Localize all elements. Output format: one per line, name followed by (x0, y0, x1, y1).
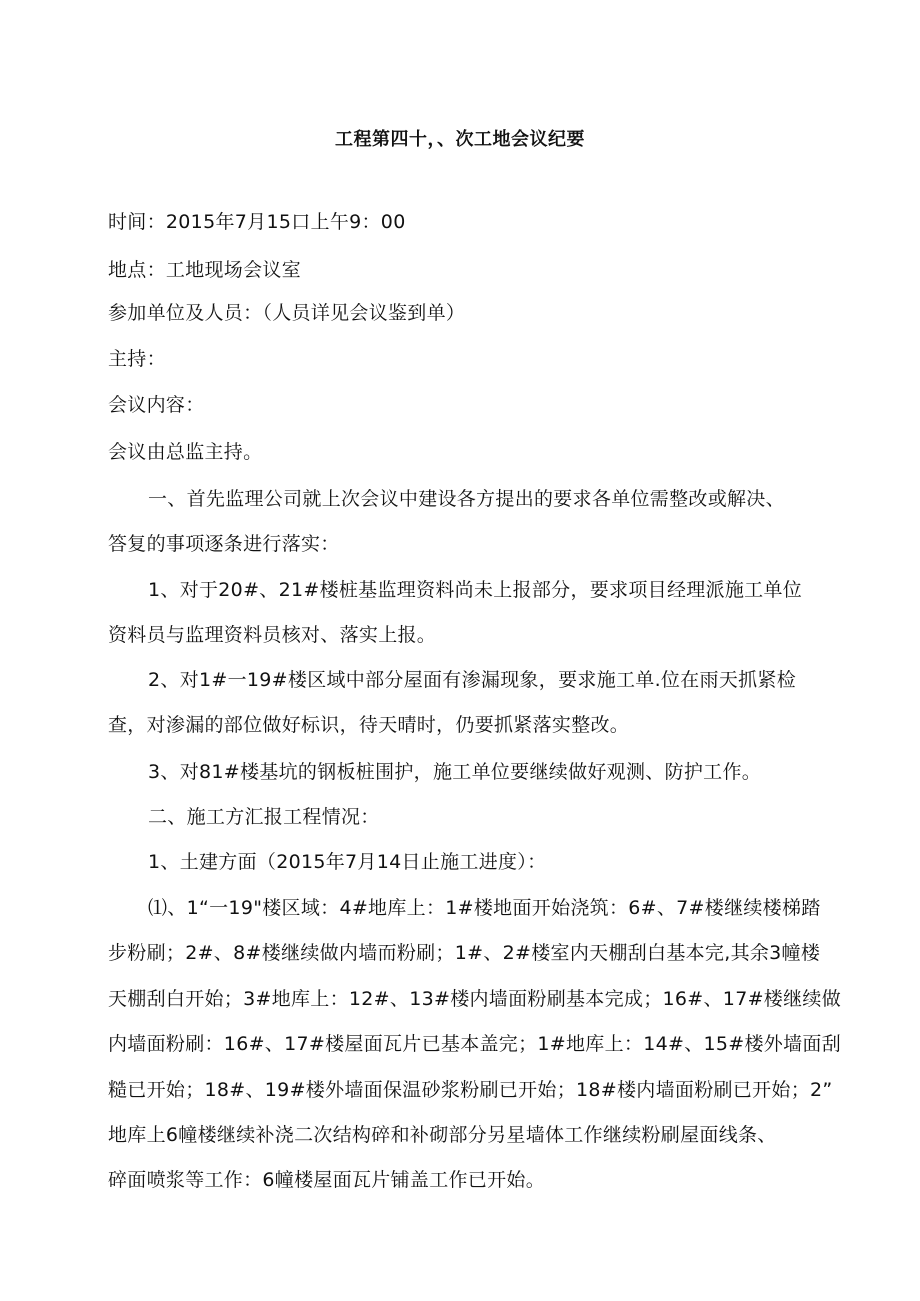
document-title: 工程第四十，、次工地会议纪要 (335, 129, 585, 150)
text-line: 内墙面粉刷：16#、17#楼屋面瓦片已基本盖完；1#地库上：14#、15#楼外墙面刮 (108, 1033, 841, 1055)
list-item: 3、对81#楼基坑的钢板桩围护，施工单位要继续做好观测、防护工作。 (148, 761, 762, 783)
text-line: 碎面喷浆等工作：6幢楼屋面瓦片铺盖工作已开始。 (108, 1169, 545, 1191)
text-line: 查，对渗漏的部位做好标识，待天晴时，仍要抓紧落实整改。 (108, 714, 630, 736)
meeting-content-label: 会议内容： (108, 394, 205, 416)
meeting-attendees: 参加单位及人员：（人员详见会议鉴到单） (108, 302, 466, 324)
list-item: 1、对于20#、21#楼桩基监理资料尚未上报部分，要求项目经理派施工单位 (148, 579, 803, 601)
text-line: 步粉刷；2#、8#楼继续做内墙而粉刷；1#、2#楼室内天棚刮白基本完,其余3幢楼 (108, 942, 821, 964)
list-item: 2、对1#一19#楼区域中部分屋面有渗漏现象，要求施工单.位在雨天抓紧检 (148, 669, 797, 691)
meeting-location: 地点：工地现场会议室 (108, 259, 302, 281)
list-item: 1、土建方面（2015年7月14日止施工进度）： (148, 851, 547, 873)
list-item: ⑴、1“一19"楼区域：4#地库上：1#楼地面开始浇筑：6#、7#楼继续楼梯踏 (148, 897, 821, 919)
text-line: 会议由总监主持。 (108, 441, 263, 463)
section-heading: 二、施工方汇报工程情况： (148, 806, 380, 828)
meeting-time: 时间：2015年7月15口上午9：00 (108, 211, 406, 233)
text-line: 地库上6幢楼继续补浇二次结构碎和补砌部分另星墙体工作继续粉刷屋面线条、 (108, 1124, 777, 1146)
text-line: 答复的事项逐条进行落实： (108, 533, 340, 555)
meeting-host: 主持： (108, 348, 166, 370)
text-line: 糙已开始；18#、19#楼外墙面保温砂浆粉刷已开始；18#楼内墙面粉刷已开始；2” (108, 1079, 833, 1101)
text-line: 天棚刮白开始；3#地库上：12#、13#楼内墙面粉刷基本完成；16#、17#楼继续做 (108, 988, 841, 1010)
section-heading: 一、首先监理公司就上次会议中建设各方提出的要求各单位需整改或解决、 (148, 488, 785, 510)
text-line: 资料员与监理资料员核对、落实上报。 (108, 624, 437, 646)
